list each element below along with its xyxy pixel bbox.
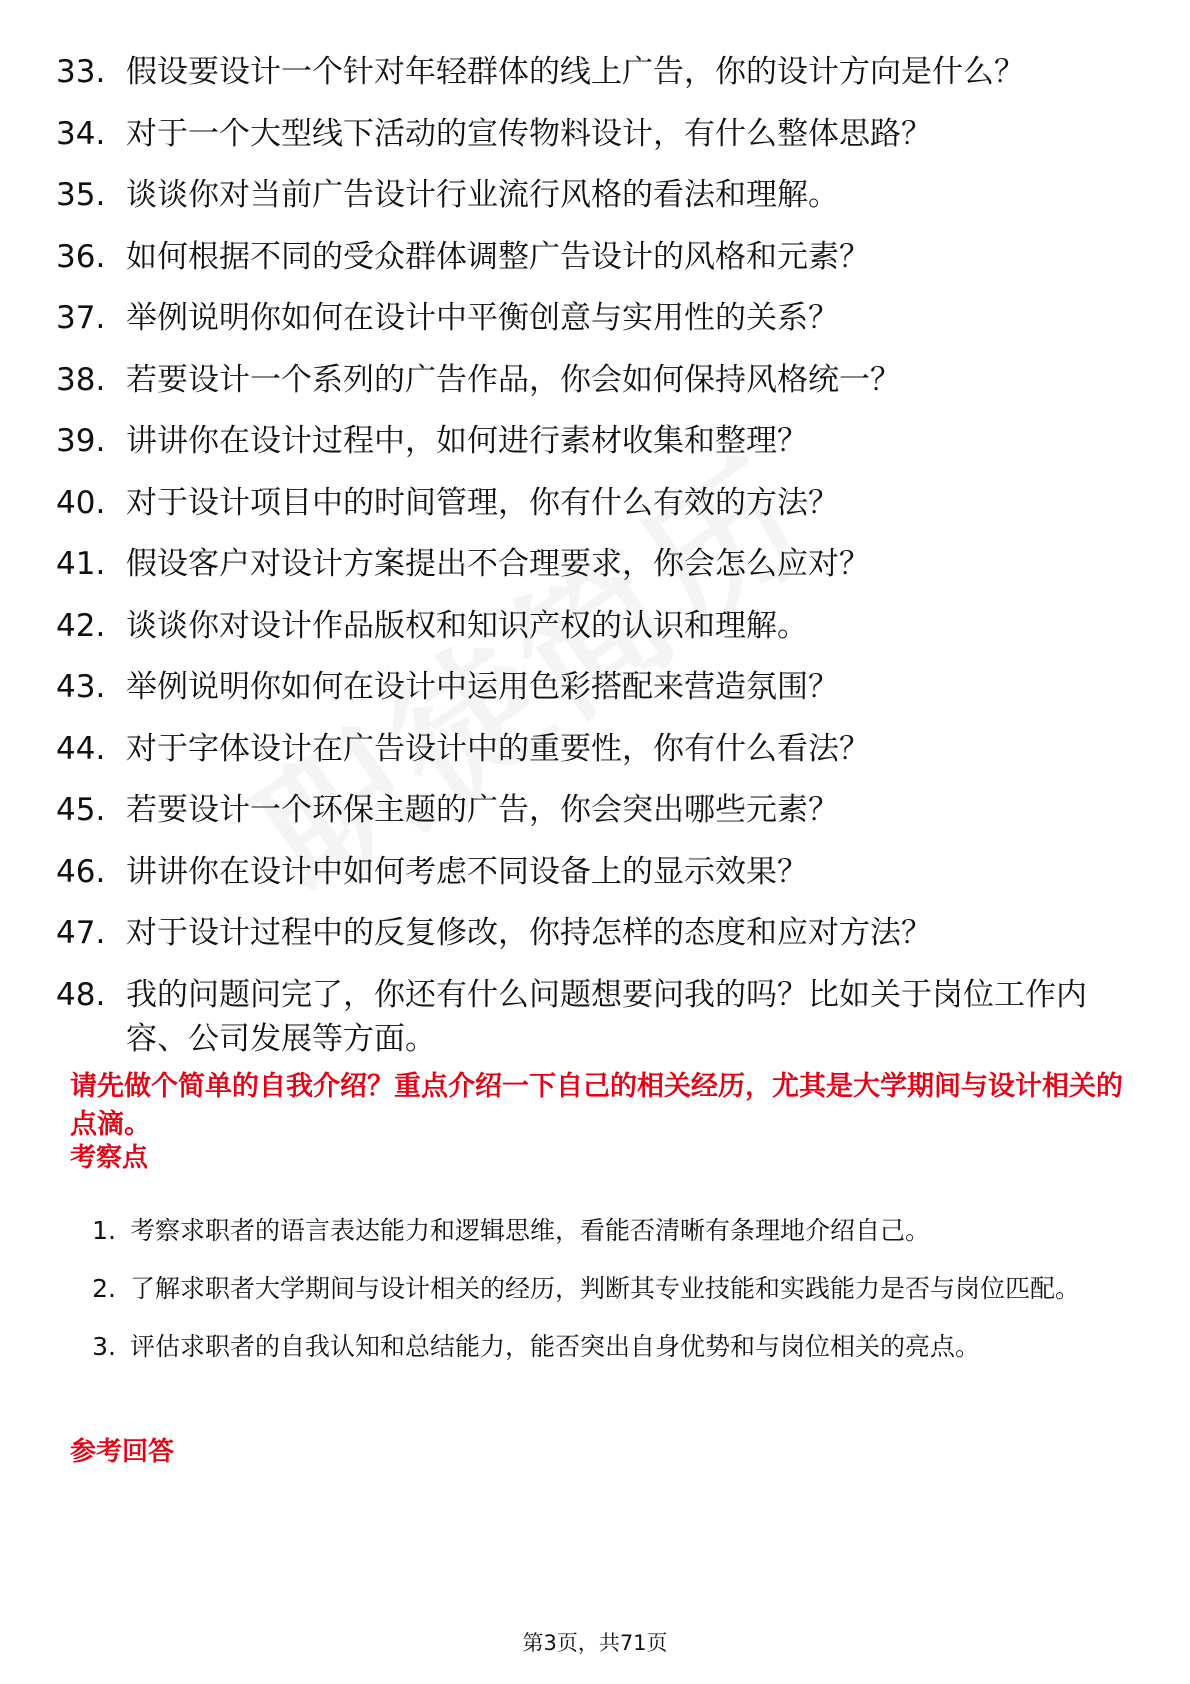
point-text: 了解求职者大学期间与设计相关的经历，判断其专业技能和实践能力是否与岗位匹配。 [130, 1274, 1081, 1303]
question-text: 讲讲你在设计过程中，如何进行素材收集和整理？ [126, 423, 808, 459]
question-text: 对于字体设计在广告设计中的重要性，你有什么看法？ [126, 730, 870, 767]
question-item [56, 727, 1136, 771]
question-text: 讲讲你在设计中如何考虑不同设备上的显示效果？ [126, 853, 808, 890]
points-heading: 考察点 [70, 1143, 149, 1173]
question-number: 40. [56, 484, 106, 521]
question-text: 举例说明你如何在设计中平衡创意与实用性的关系？ [126, 300, 839, 336]
question-number: 44. [56, 730, 106, 767]
question-text: 对于设计过程中的反复修改，你持怎样的态度和应对方法？ [126, 915, 932, 951]
question-item [56, 296, 1136, 340]
question-item [56, 788, 1136, 832]
question-number: 48. [56, 976, 106, 1013]
question-number: 34. [56, 115, 106, 152]
question-item [56, 911, 1136, 955]
question-number: 42. [56, 607, 106, 644]
question-text: 假设要设计一个针对年轻群体的线上广告，你的设计方向是什么？ [126, 54, 1025, 90]
question-list [56, 50, 1136, 1078]
question-text: 对于一个大型线下活动的宣传物料设计，有什么整体思路？ [126, 115, 932, 152]
question-item [56, 358, 1136, 402]
question-text: 对于设计项目中的时间管理，你有什么有效的方法？ [126, 484, 839, 521]
question-item [56, 112, 1136, 156]
question-text: 举例说明你如何在设计中运用色彩搭配来营造氛围？ [126, 669, 839, 705]
question-number: 43. [56, 669, 106, 705]
point-text: 评估求职者的自我认知和总结能力，能否突出自身优势和与岗位相关的亮点。 [130, 1332, 981, 1361]
question-text: 我的问题问完了，你还有什么问题想要问我的吗？比如关于岗位工作内容、公司发展等方面。 [126, 976, 1087, 1057]
page-footer: 第3页，共71页 [522, 1631, 668, 1655]
question-item [56, 604, 1136, 648]
section-question-title: 请先做个简单的自我介绍？重点介绍一下自己的相关经历，尤其是大学期间与设计相关的点滴。 [70, 1071, 1123, 1140]
question-item [56, 481, 1136, 525]
question-text: 假设客户对设计方案提出不合理要求，你会怎么应对？ [126, 546, 870, 582]
question-item [56, 665, 1136, 709]
point-text: 考察求职者的语言表达能力和逻辑思维，看能否清晰有条理地介绍自己。 [130, 1216, 931, 1245]
point-item [70, 1318, 1130, 1376]
answer-heading: 参考回答 [70, 1437, 175, 1467]
point-item [70, 1202, 1130, 1260]
question-item [56, 542, 1136, 586]
question-number: 45. [56, 792, 106, 828]
question-number: 47. [56, 915, 106, 951]
question-number: 46. [56, 853, 106, 890]
question-number: 41. [56, 546, 106, 582]
question-item [56, 173, 1136, 217]
question-item [56, 235, 1136, 279]
question-text: 谈谈你对当前广告设计行业流行风格的看法和理解。 [126, 177, 839, 213]
question-text: 谈谈你对设计作品版权和知识产权的认识和理解。 [126, 607, 808, 644]
point-number: 2. [92, 1274, 116, 1303]
question-item [56, 850, 1136, 894]
points-list [70, 1202, 1130, 1376]
question-number: 36. [56, 238, 106, 275]
question-item [56, 419, 1136, 463]
question-number: 37. [56, 300, 106, 336]
point-number: 1. [92, 1216, 116, 1245]
question-number: 35. [56, 177, 106, 213]
question-text: 若要设计一个环保主题的广告，你会突出哪些元素？ [126, 792, 839, 828]
question-text: 如何根据不同的受众群体调整广告设计的风格和元素？ [126, 238, 870, 275]
question-number: 39. [56, 423, 106, 459]
point-number: 3. [92, 1332, 116, 1361]
question-number: 33. [56, 54, 106, 90]
question-text: 若要设计一个系列的广告作品，你会如何保持风格统一？ [126, 361, 901, 398]
question-item [56, 973, 1136, 1061]
point-item [70, 1260, 1130, 1318]
question-item [56, 50, 1136, 94]
question-number: 38. [56, 361, 106, 398]
